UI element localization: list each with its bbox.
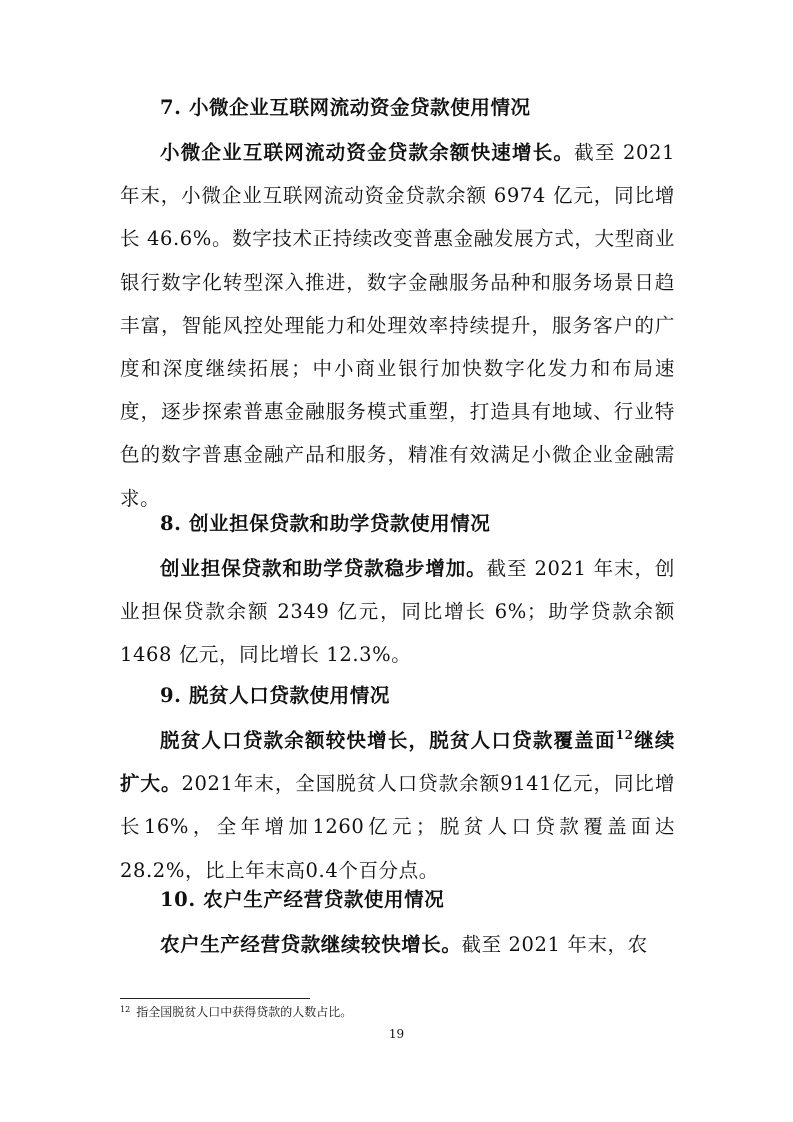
section-paragraph-9 bbox=[120, 719, 675, 892]
section-paragraph-10 bbox=[120, 923, 675, 966]
section-paragraph-8 bbox=[120, 547, 675, 677]
section-paragraph-7 bbox=[120, 131, 675, 520]
section-heading-7: 7. 小微企业互联网流动资金贷款使用情况 bbox=[160, 96, 531, 119]
paragraph-body: 截至 2021 年末，小微企业互联网流动资金贷款余额 6974 亿元，同比增长 46.6%。数字技术正持续改变普惠金融发展方式，大型商业银行数字化转型深入推进，数字金融服务品种和服务场景日趋丰富，智能风控处理能力和处理效率持续提升，服务客户的广度和深度继续拓展；中小商业银行加快数字化发力和布局速度，逐步探索普惠金融服务模式重塑，打造具有地域、行业特色的数字普惠金融产品和服务，精准有效满足小微企业金融需求。 bbox=[120, 141, 675, 510]
paragraph-lead-part1: 脱贫人口贷款余额较快增长，脱贫人口贷款覆盖面 bbox=[160, 729, 616, 752]
footnote bbox=[120, 1004, 675, 1020]
paragraph-body: 2021年末，全国脱贫人口贷款余额9141亿元，同比增长16%，全年增加1260亿元；脱贫人口贷款覆盖面达28.2%，比上年末高0.4个百分点。 bbox=[120, 772, 676, 882]
section-heading-8: 8. 创业担保贷款和助学贷款使用情况 bbox=[160, 512, 491, 535]
footnote-divider bbox=[120, 998, 310, 999]
section-heading-10: 10. 农户生产经营贷款使用情况 bbox=[160, 888, 445, 911]
paragraph-lead: 创业担保贷款和助学贷款稳步增加。 bbox=[160, 557, 487, 580]
page-number: 19 bbox=[388, 1027, 405, 1041]
footnote-text: 指全国脱贫人口中获得贷款的人数占比。 bbox=[136, 1005, 353, 1019]
section-heading-9: 9. 脱贫人口贷款使用情况 bbox=[160, 684, 390, 707]
paragraph-lead-part2: 继续扩大。 bbox=[120, 729, 676, 796]
paragraph-lead: 小微企业互联网流动资金贷款余额快速增长。 bbox=[160, 141, 575, 164]
paragraph-body: 截至 2021 年末，创业担保贷款余额 2349 亿元，同比增长 6%；助学贷款余额 1468 亿元，同比增长 12.3%。 bbox=[120, 557, 675, 667]
footnote-number: 12 bbox=[120, 1005, 131, 1014]
footnote-reference[interactable]: 12 bbox=[615, 728, 634, 742]
paragraph-body: 截至 2021 年末，农 bbox=[461, 933, 648, 956]
paragraph-lead: 农户生产经营贷款继续较快增长。 bbox=[160, 933, 462, 956]
